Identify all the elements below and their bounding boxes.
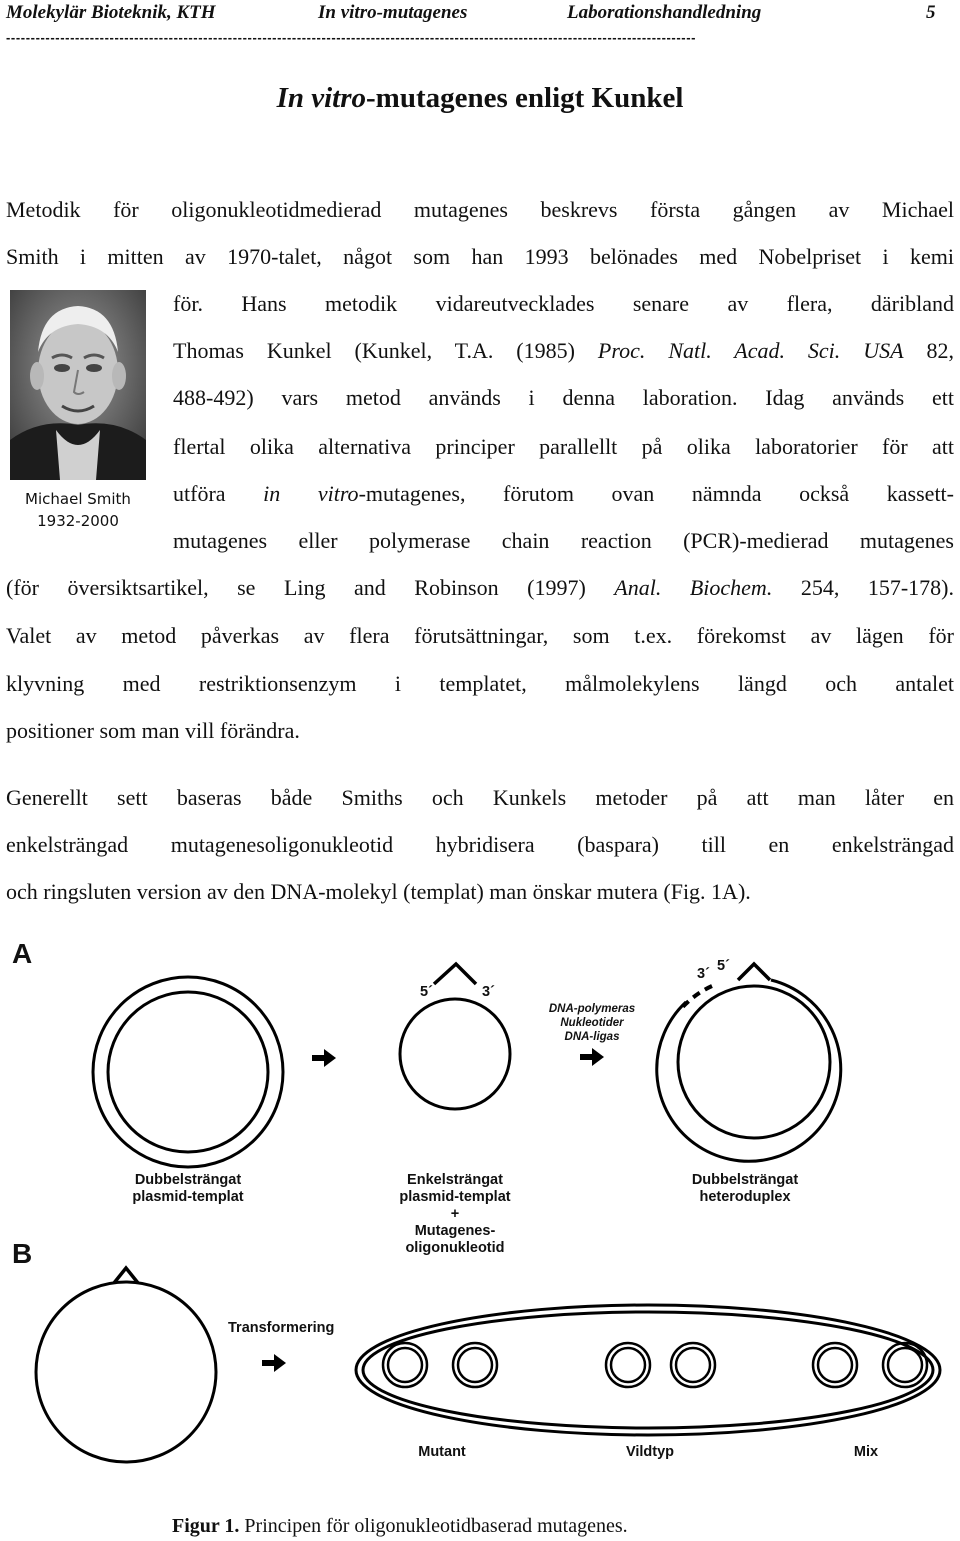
transform-label: Transformering xyxy=(228,1320,335,1336)
small-plasmid-1 xyxy=(383,1343,427,1387)
para1-line-7: utföra in vitro-mutagenes, förutom ovan nämnda också kassett- xyxy=(173,481,954,506)
para1-line-1: Metodik för oligonukleotidmedierad mutagenes beskrevs första gången av Michael xyxy=(6,197,954,222)
caption-heteroduplex: Dubbelsträngat heteroduplex xyxy=(691,1172,799,1205)
arrow-step-1 xyxy=(312,1049,336,1067)
cell-divider-1 xyxy=(558,1340,564,1400)
bacterium-inner xyxy=(363,1312,933,1428)
para1-line-3: för. Hans metodik vidareutvecklades senare av flera, däribland xyxy=(173,291,954,316)
heteroduplex-loop xyxy=(738,964,770,980)
para2-line-3: och ringsluten version av den DNA-molekyl (templat) man önskar mutera (Fig. 1A). xyxy=(6,879,751,904)
portrait-photo xyxy=(10,290,146,480)
figure-panel-b-label: B xyxy=(12,1238,33,1269)
header-course: Molekylär Bioteknik, KTH xyxy=(6,2,216,23)
figure-panel-a-label: A xyxy=(12,938,33,969)
page-title: In vitro-mutagenes enligt Kunkel xyxy=(276,82,684,114)
cell-label-mix: Mix xyxy=(853,1444,879,1460)
para1-line-10: Valet av metod påverkas av flera förutsättningar, som t.ex. förekomst av lägen för xyxy=(6,623,954,648)
heteroduplex-inner xyxy=(678,986,830,1138)
para1-line-8: mutagenes eller polymerase chain reaction (PCR)-medierad mutagenes xyxy=(173,528,954,553)
arrow-step-3 xyxy=(262,1354,286,1372)
small-plasmid-2 xyxy=(453,1343,497,1387)
para1-line-12: positioner som man vill förändra. xyxy=(6,718,300,743)
para1-line-11: klyvning med restriktionsenzym i templatet, målmolekylens längd och antalet xyxy=(6,671,954,696)
cell-label-wildtype: Vildtyp xyxy=(625,1444,675,1460)
end-5-label: 5´ xyxy=(420,984,433,1000)
small-plasmid-3 xyxy=(606,1343,650,1387)
portrait-image xyxy=(10,290,146,480)
header-rule: -------------------------------------------------------------------------------------------------------------------------------------------- xyxy=(6,30,697,45)
small-plasmid-6 xyxy=(883,1343,927,1387)
caption-ss-template: Enkelsträngat plasmid-templat + Mutagenes- oligonukleotid xyxy=(399,1172,511,1256)
para1-line-5: 488-492) vars metod används i denna laboration. Idag används ett xyxy=(173,385,954,410)
caption-ds-template: Dubbelsträngat plasmid-templat xyxy=(132,1172,244,1205)
plasmid-ds-outer xyxy=(93,977,283,1167)
cell-label-mutant: Mutant xyxy=(418,1444,466,1460)
small-plasmid-4 xyxy=(671,1343,715,1387)
plasmid-ss xyxy=(400,999,510,1109)
para2-line-1: Generellt sett baseras både Smiths och Kunkels metoder på att man låter en xyxy=(6,785,954,810)
oligo-primer xyxy=(434,964,476,984)
plasmid-ds-inner xyxy=(108,992,268,1152)
enzyme-list: DNA-polymeras Nukleotider DNA-ligas xyxy=(548,1003,636,1043)
para1-line-6: flertal olika alternativa principer parallellt på olika laboratorier för att xyxy=(173,434,954,459)
para1-line-4: Thomas Kunkel (Kunkel, T.A. (1985) Proc. Natl. Acad. Sci. USA 82, xyxy=(173,338,955,363)
figure-caption: Figur 1. Principen för oligonukleotidbaserad mutagenes. xyxy=(172,1515,628,1537)
para1-line-2: Smith i mitten av 1970-talet, något som han 1993 belönades med Nobelpriset i kemi xyxy=(6,244,954,269)
para2-line-2: enkelsträngad mutagenesoligonukleotid hybridisera (baspara) till en enkelsträngad xyxy=(6,832,954,857)
end-3-label-heteroduplex: 3´ xyxy=(697,966,710,982)
portrait-caption: Michael Smith 1932-2000 xyxy=(25,490,131,530)
end-5-label-heteroduplex: 5´ xyxy=(717,958,730,974)
heteroduplex-new-strand-dashed xyxy=(680,986,712,1010)
plasmid-b xyxy=(36,1282,216,1462)
header-topic: In vitro-mutagenes xyxy=(318,2,468,23)
header-doc-type: Laborationshandledning xyxy=(567,2,762,23)
para1-line-9: (för översiktsartikel, se Ling and Robinson (1997) Anal. Biochem. 254, 157-178). xyxy=(6,575,954,600)
header-page-number: 5 xyxy=(926,2,936,23)
end-3-label: 3´ xyxy=(482,984,495,1000)
arrow-step-2 xyxy=(580,1048,604,1066)
small-plasmid-5 xyxy=(813,1343,857,1387)
